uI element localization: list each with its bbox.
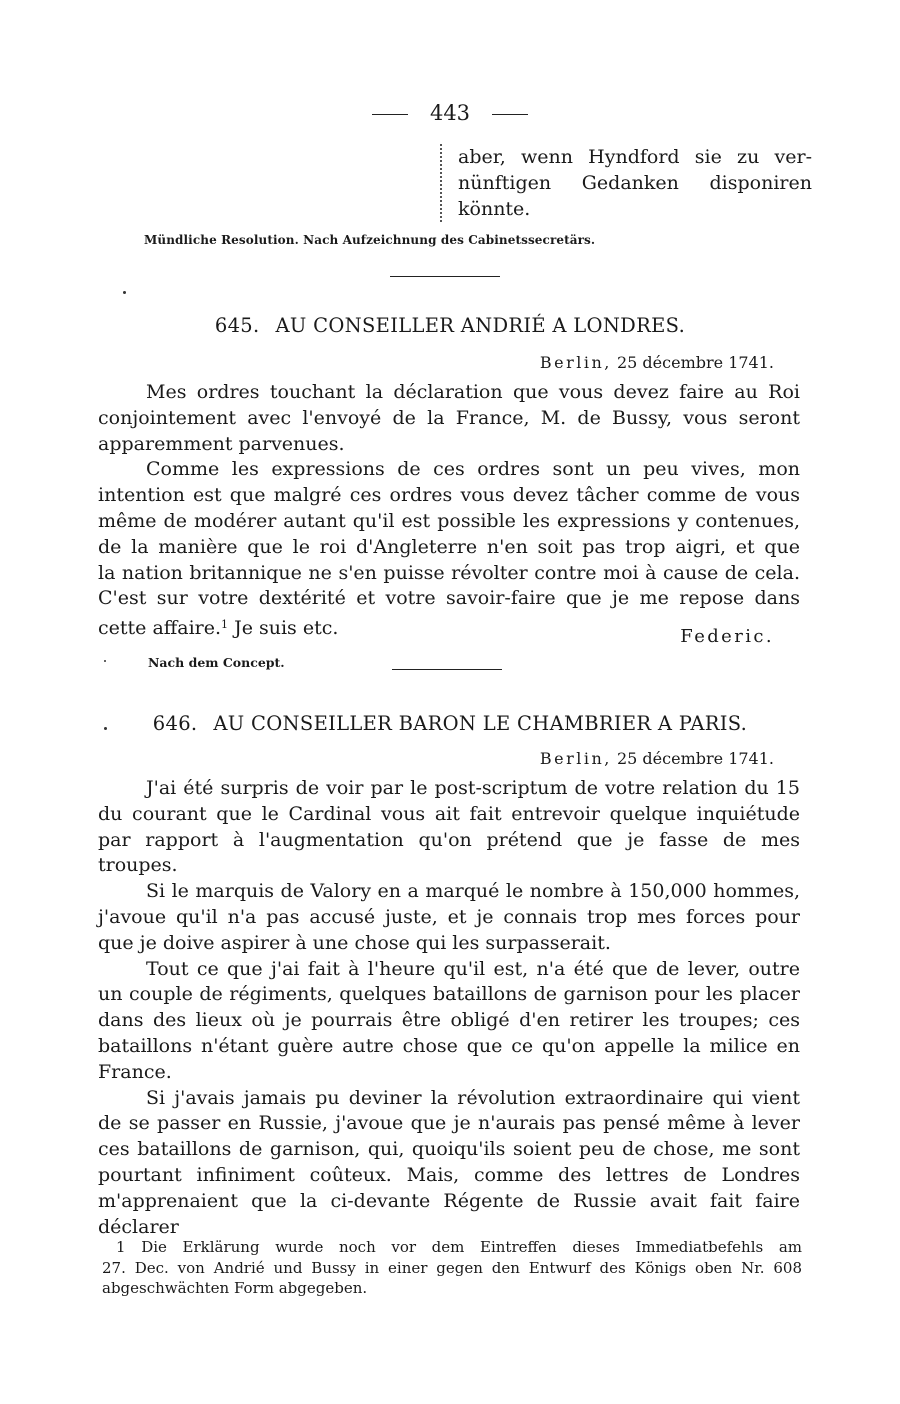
section-divider — [390, 276, 500, 277]
text-line: Si le marquis de Valory en a marqué le nombre à 150,000 hommes, — [146, 880, 800, 903]
text-line: Tout ce que j'ai fait à l'heure qu'il est, n'a été que de lever, outre — [146, 957, 800, 980]
dateline-date: 25 décembre 1741. — [616, 749, 774, 768]
letter-number: 645. — [214, 314, 260, 337]
carryover-line: nünftigen Gedanken disponiren — [458, 172, 812, 194]
text-line: m'apprenaient que la ci-devante Régente de Russie avait fait faire déclarer — [98, 1189, 800, 1238]
dateline-city: Berlin, — [539, 353, 612, 372]
letter-body — [98, 380, 800, 642]
footnote-line: 27. Dec. von Andrié und Bussy in einer gegen den Entwurf des Königs oben Nr. 608 — [102, 1258, 802, 1277]
text-line: J'ai été surpris de voir par le post-scriptum de votre relation du 15 — [146, 777, 800, 799]
carryover-line: könnte. — [458, 198, 531, 220]
letter-title: AU CONSEILLER BARON LE CHAMBRIER A PARIS. — [213, 712, 748, 735]
text-line: apparemment parvenues. — [98, 432, 345, 455]
letter-body — [98, 776, 800, 1240]
print-speck — [123, 291, 126, 294]
text-line: un couple de régiments, quelques bataillons de garnison pour les placer — [98, 983, 800, 1006]
header-rule-left — [372, 114, 408, 115]
footnote-line: abgeschwächten Form abgegeben. — [102, 1279, 368, 1297]
text-line: du courant que le Cardinal vous ait fait entrevoir quelque inquiétude — [98, 802, 800, 825]
text-line-content: Je suis etc. — [228, 617, 339, 640]
dateline — [540, 749, 774, 768]
text-line: France. — [98, 1060, 172, 1083]
text-line: de se passer en Russie, j'avoue que je n'aurais pas pensé même à lever — [98, 1112, 800, 1135]
text-line-content: Mes ordres touchant la déclaration que vous devez faire au Roi — [146, 381, 800, 403]
footnote-reference: 1 — [221, 618, 229, 632]
header-rule-right — [492, 114, 528, 115]
text-line: Si j'avais jamais pu deviner la révolution extraordinaire qui vient — [146, 1086, 800, 1109]
carryover-line: aber, wenn Hyndford sie zu ver- — [458, 146, 812, 168]
page-header — [0, 98, 900, 128]
text-line: j'avoue qu'il n'a pas accusé juste, et je connais trop mes forces pour — [98, 905, 800, 928]
letter-title: AU CONSEILLER ANDRIÉ A LONDRES. — [275, 314, 686, 337]
dateline-city: Berlin, — [539, 749, 612, 768]
section-divider — [392, 669, 502, 670]
text-line: conjointement avec l'envoyé de la France, M. de Bussy, vous seront — [98, 406, 800, 429]
text-line: de la manière que le roi d'Angleterre n'en soit pas trop aigri, et que — [98, 535, 800, 558]
resolution-note: Mündliche Resolution. Nach Aufzeichnung des Cabinetssecretärs. — [144, 233, 596, 247]
text-line: la nation britannique ne s'en puisse révolter contre moi à cause de cela. — [98, 561, 800, 584]
signature: Federic. — [680, 626, 774, 647]
dateline — [540, 353, 774, 372]
footnote-text: Die Erklärung wurde noch vor dem Eintreffen dieses Immediatbefehls am — [141, 1238, 802, 1256]
text-line: intention est que malgré ces ordres vous devez tâcher comme de vous — [98, 484, 800, 507]
letter-number: 646. — [152, 712, 198, 735]
letter-heading — [0, 314, 900, 337]
text-line: bataillons n'étant guère autre chose que ce qu'on appelle la milice en — [98, 1034, 800, 1057]
letter-heading — [0, 712, 900, 735]
dateline-date: 25 décembre 1741. — [616, 353, 774, 372]
text-line: C'est sur votre dextérité et votre savoir-faire que je me repose dans — [98, 587, 800, 610]
page-number: 443 — [429, 101, 471, 125]
text-line: même de modérer autant qu'il est possible les expressions y contenues, — [98, 509, 800, 532]
footnote — [102, 1237, 802, 1299]
text-line — [98, 380, 800, 406]
text-line: ces bataillons de garnison, qui, quoiqu'ils soient peu de chose, me sont — [98, 1138, 800, 1161]
text-line: par rapport à l'augmentation qu'on prétend que je fasse de mes — [98, 828, 800, 851]
source-note: Nach dem Concept. — [148, 655, 285, 670]
text-line: pourtant infiniment coûteux. Mais, comme des lettres de Londres — [98, 1163, 800, 1186]
footnote-marker: 1 — [116, 1238, 126, 1256]
text-line: Comme les expressions de ces ordres sont un peu vives, mon — [146, 458, 800, 481]
text-line: troupes. — [98, 854, 178, 877]
carryover-text — [440, 144, 812, 222]
print-speck — [104, 660, 106, 662]
text-line: dans des lieux où je pourrais être obligé d'en retirer les troupes; ces — [98, 1009, 800, 1032]
text-line: que je doive aspirer à une chose qui les surpasserait. — [98, 931, 611, 954]
text-line-content: cette affaire. — [98, 617, 222, 640]
footnote-line — [102, 1237, 802, 1258]
